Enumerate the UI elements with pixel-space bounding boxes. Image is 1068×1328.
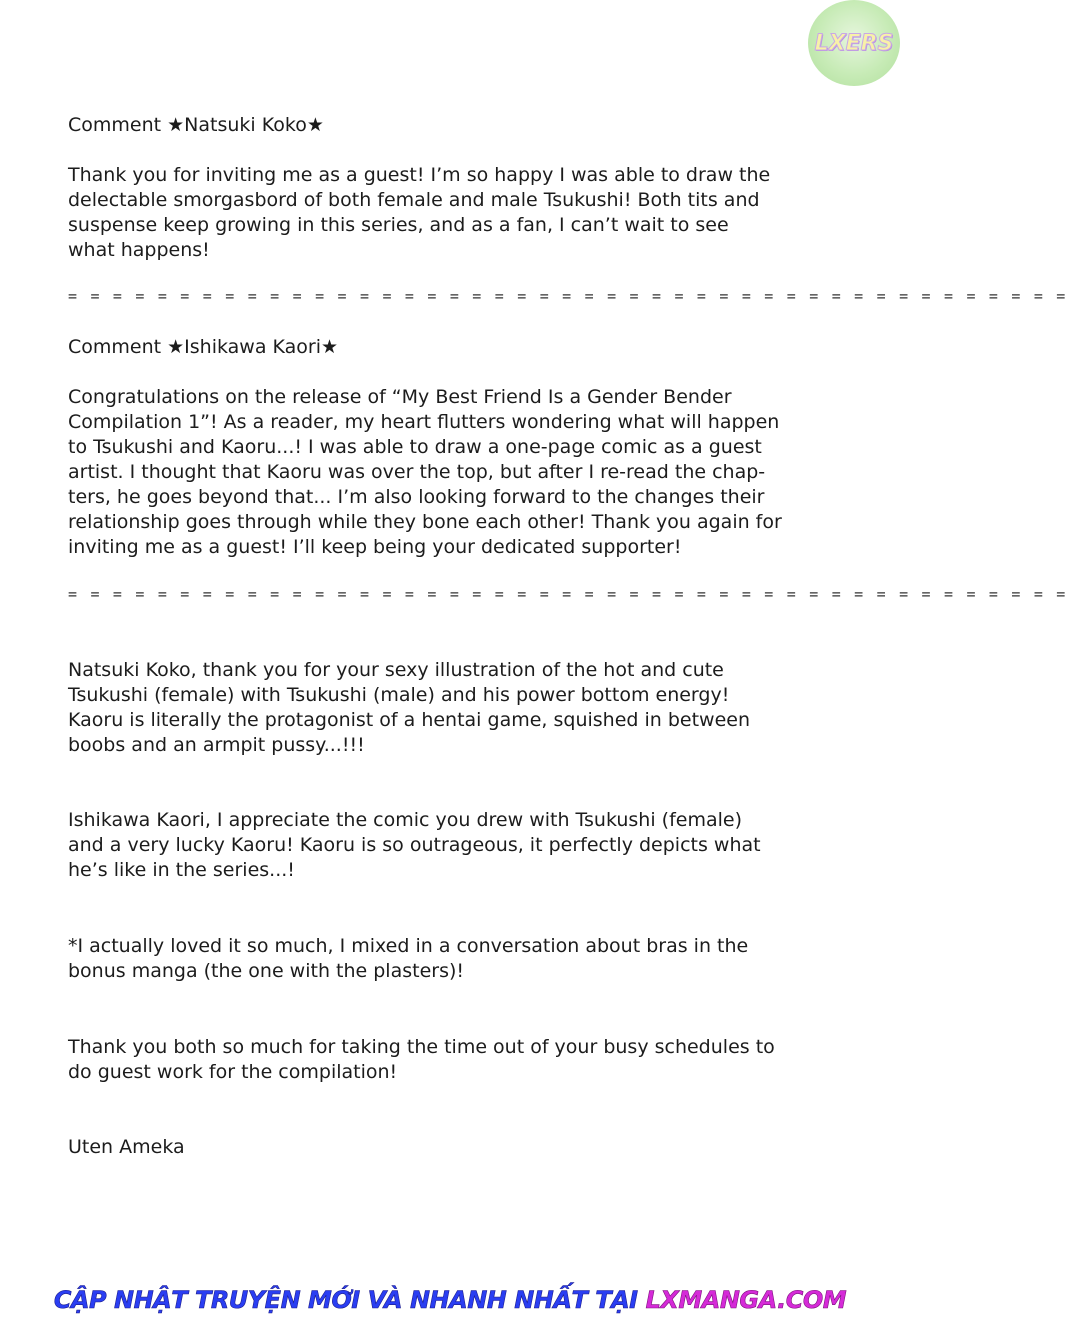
logo-text: LXERS	[814, 30, 894, 56]
footer-banner	[0, 1278, 900, 1322]
afterword-note: *I actually loved it so much, I mixed in a conversation about bras in the bonus manga (the one with the plasters)!	[68, 935, 749, 982]
author-signature: Uten Ameka	[68, 1136, 185, 1158]
separator-1: = = = = = = = = = = = = = = = = = = = = = = = = = = = = = = = = = = = = = = = = = = = = =	[68, 287, 1068, 305]
comment-body-natsuki: Thank you for inviting me as a guest! I’m so happy I was able to draw the delectable smorgasbord of both female and male Tsukushi! Both tits and suspense keep growing in this series, and as a fan, I can’t wait to see what happens!	[68, 164, 771, 261]
comment-heading-ishikawa: Comment ★Ishikawa Kaori★	[68, 336, 339, 358]
afterword-ishikawa: Ishikawa Kaori, I appreciate the comic you drew with Tsukushi (female) and a very lucky Kaoru! Kaoru is so outrageous, it perfectly depicts what he’s like in the series...!	[68, 809, 761, 881]
lxers-logo	[808, 0, 900, 86]
separator-2: = = = = = = = = = = = = = = = = = = = = = = = = = = = = = = = = = = = = = = = = = = = = =	[68, 585, 1068, 603]
footer-site-link[interactable]: LXMANGA.COM	[645, 1286, 847, 1314]
afterword-thanks: Thank you both so much for taking the time out of your busy schedules to do guest work for the compilation!	[68, 1036, 775, 1083]
comment-body-ishikawa: Congratulations on the release of “My Best Friend Is a Gender Bender Compilation 1”! As a reader, my heart flutters wondering what will happen to Tsukushi and Kaoru...! I was able to draw a one-page comic as a guest artist. I thought that Kaoru was over the top, but after I re-read the chap- ters, he goes beyond that... I’m also looking forward to the changes their relationship goes through while they bone each other! Thank you again for inviting me as a guest! I’ll keep being your dedicated supporter!	[68, 386, 782, 558]
footer-banner-text: CẬP NHẬT TRUYỆN MỚI VÀ NHANH NHẤT TẠI	[53, 1286, 638, 1314]
afterword-natsuki: Natsuki Koko, thank you for your sexy illustration of the hot and cute Tsukushi (female) with Tsukushi (male) and his power bottom energy! Kaoru is literally the protagonist of a hentai game, squished in between boobs and an armpit pussy...!!!	[68, 659, 751, 756]
comment-heading-natsuki: Comment ★Natsuki Koko★	[68, 114, 324, 136]
